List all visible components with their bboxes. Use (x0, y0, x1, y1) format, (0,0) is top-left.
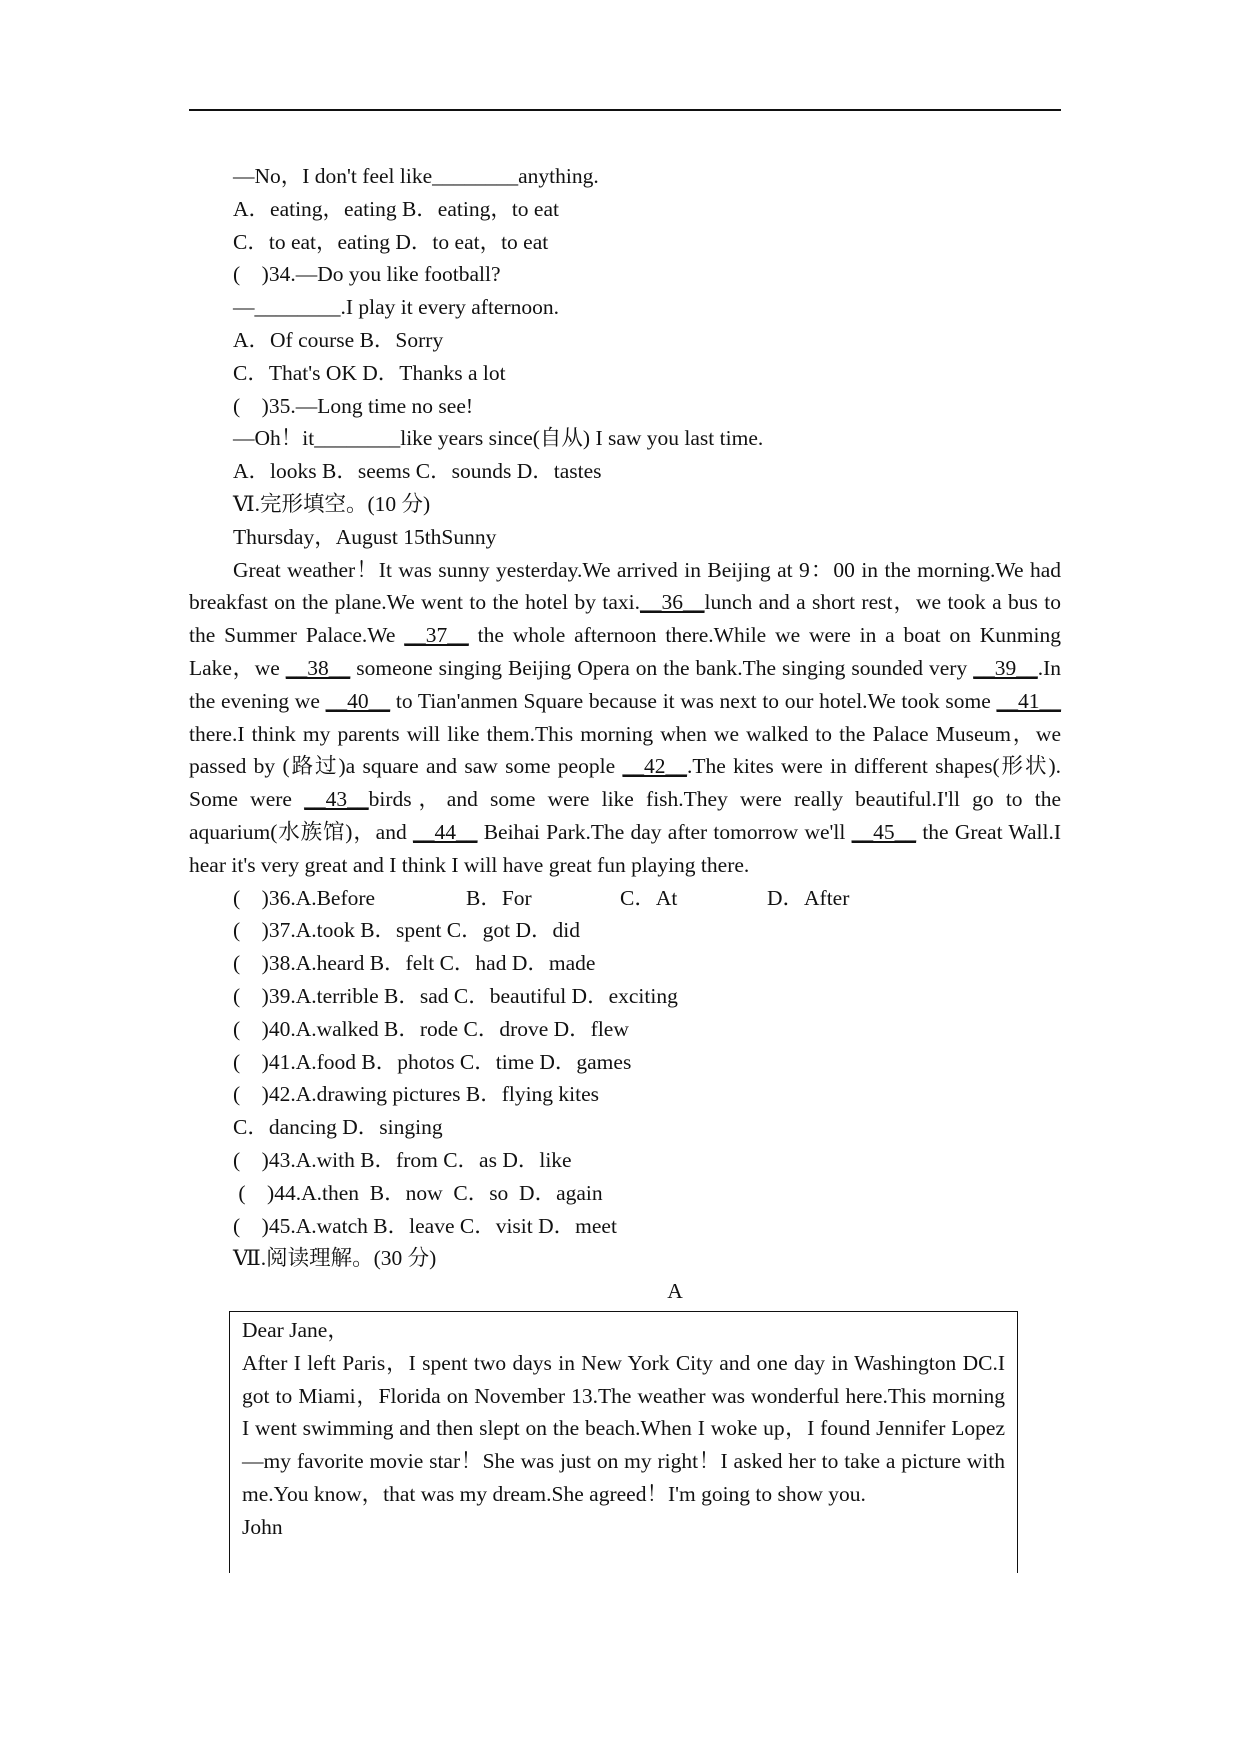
letter-box (229, 1311, 1018, 1573)
option-c: C．At (620, 885, 678, 910)
blank-41: __41__ (996, 688, 1061, 713)
question-42: ( )42.A.drawing pictures B．flying kites (233, 1082, 600, 1107)
answer-options: A．eating，eating B．eating，to eat (233, 196, 559, 221)
worksheet-page (189, 160, 1061, 1308)
question-40: ( )40.A.walked B．rode C．drove D．flew (233, 1016, 629, 1041)
text-line: —Oh！it________like years since(自从) I saw you last time. (233, 426, 764, 451)
section-6-heading: Ⅵ.完形填空。(10 分) (233, 491, 431, 516)
blank-40: __40__ (325, 688, 391, 713)
letter-body: After I left Paris，I spent two days in New York City and one day in Washington DC.I got to Miami，Florida on November 13.The weather was wonderful here.This morning I went swimming and then slept on the beach.When I woke up，I found Jennifer Lopez—my favorite movie star！She was just on my right！I asked her to take a picture with me.You know，that was my dream.She agreed！I'm going to show you. (242, 1350, 1005, 1506)
answer-options: A．looks B．seems C．sounds D．tastes (233, 459, 602, 484)
option-d: D．After (767, 885, 850, 910)
question-36 (189, 882, 1061, 915)
question-43: ( )43.A.with B．from C．as D．like (233, 1147, 572, 1172)
blank-44: __44__ (412, 819, 478, 844)
question-34: ( )34.—Do you like football? (233, 262, 501, 287)
blank-36: __36__ (640, 590, 705, 615)
answer-options: A．Of course B．Sorry (233, 327, 444, 352)
header-rule (189, 109, 1061, 111)
blank-39: __39__ (973, 655, 1038, 680)
letter-greeting: Dear Jane， (242, 1318, 349, 1342)
text-line: —________.I play it every afternoon. (233, 295, 559, 320)
question-38: ( )38.A.heard B．felt C．had D．made (233, 951, 596, 976)
question-39: ( )39.A.terrible B．sad C．beautiful D．exciting (233, 983, 678, 1008)
question-41: ( )41.A.food B．photos C．time D．games (233, 1049, 632, 1074)
blank-38: __38__ (285, 655, 351, 680)
blank-45: __45__ (851, 819, 917, 844)
letter-signature: John (242, 1514, 283, 1539)
question-42-options: C．dancing D．singing (233, 1115, 443, 1140)
question-35: ( )35.—Long time no see! (233, 393, 474, 418)
part-label: A (667, 1279, 683, 1304)
question-37: ( )37.A.took B．spent C．got D．did (233, 918, 580, 943)
answer-options: C．That's OK D．Thanks a lot (233, 360, 506, 385)
question-45: ( )45.A.watch B．leave C．visit D．meet (233, 1213, 617, 1238)
answer-options: C．to eat，eating D．to eat，to eat (233, 229, 549, 254)
diary-date-line: Thursday，August 15thSunny (233, 524, 497, 549)
cloze-passage: Great weather！It was sunny yesterday.We arrived in Beijing at 9：00 in the morning.We had breakfast on the plane.We went to the hotel by taxi.__36__lunch and a short rest，we took a bus to the Summer Palace.We __37__ the whole afternoon there.While we were in a boat on Kunming Lake，we __38__ someone singing Beijing Opera on the bank.The singing sounded very __39__.In the evening we __40__ to Tian'anmen Square because it was next to our hotel.We took some __41__ there.I think my parents will like them.This morning when we walked to the Palace Museum，we passed by (路过)a square and saw some people __42__.The kites were in different shapes(形状). Some were __43__birds，and some were like fish.They were really beautiful.I'll go to the aquarium(水族馆)，and __44__ Beihai Park.The day after tomorrow we'll __45__ the Great Wall.I hear it's very great and I think I will have great fun playing there. (189, 557, 1062, 877)
question-44: ( )44.A.then B．now C．so D．again (233, 1180, 603, 1205)
option-b: B．For (466, 885, 532, 910)
text-line: —No，I don't feel like________anything. (233, 164, 599, 188)
blank-37: __37__ (404, 623, 469, 648)
blank-42: __42__ (622, 754, 687, 779)
option-a: ( )36.A.Before (233, 885, 376, 910)
section-7-heading: Ⅶ.阅读理解。(30 分) (233, 1246, 437, 1271)
blank-43: __43__ (304, 787, 369, 812)
